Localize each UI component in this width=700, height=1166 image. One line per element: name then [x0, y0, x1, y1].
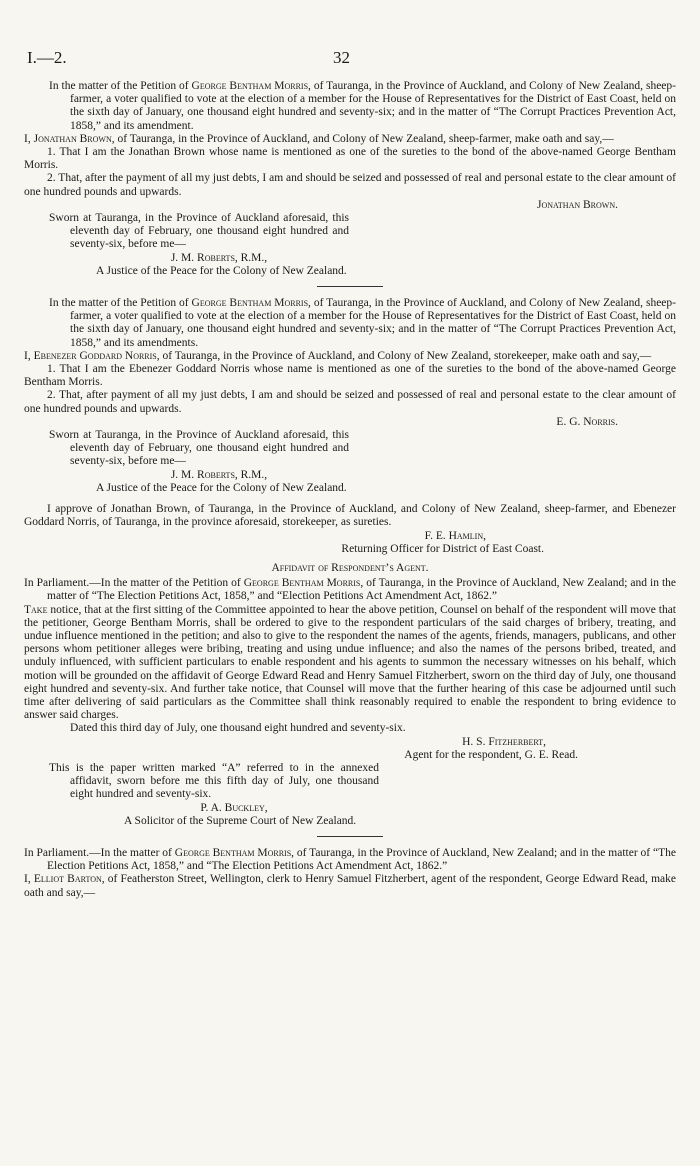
- brown-jurat: [49, 212, 349, 278]
- notice-dated: Dated this third day of July, one thousand eight hundred and seventy-six.: [70, 722, 406, 735]
- norris-signature: E. G. Norris.: [556, 415, 618, 428]
- section-divider: [317, 836, 383, 837]
- page-number: 32: [333, 48, 350, 67]
- brown-oath-lead: I, Jonathan Brown, of Tauranga, in the Province of Auckland, and Colony of New Zealand, sheep-farmer, make oath and say,—: [24, 132, 614, 145]
- petitioner-name: George Bentham Morris: [191, 80, 309, 92]
- norris-jurat: [49, 429, 349, 495]
- jurat-title: A Justice of the Peace for the Colony of New Zealand.: [96, 264, 347, 277]
- jurat-magistrate: J. M. Roberts, R.M.,: [170, 468, 268, 481]
- jurat-text: Sworn at Tauranga, in the Province of Auckland aforesaid, this eleventh day of February, one thousand eight hundred and seventy-six, before me—: [49, 429, 349, 468]
- brown-clause-1: 1. That I am the Jonathan Brown whose name is mentioned as one of the sureties to the bond of the above-named George Bentham Morris.: [24, 146, 676, 172]
- page-header: [27, 48, 673, 68]
- agent-signature: H. S. Fitzherbert,: [462, 735, 546, 748]
- exhibit-jurat: [49, 762, 379, 828]
- document-reference: I.—2.: [27, 48, 67, 67]
- notice-lead-word: Take: [24, 603, 48, 616]
- brown-clause-2: 2. That, after the payment of all my just debts, I am and should be seized and possessed of real and personal estate to the clear amount of one hundred pounds and upwards.: [24, 172, 676, 198]
- norris-clause-1: 1. That I am the Ebenezer Goddard Norris whose name is mentioned as one of the sureties to the bond of the above-named George Bentham Morris.: [24, 363, 676, 389]
- section-heading: Affidavit of Respondent’s Agent.: [271, 561, 429, 574]
- returning-officer-title: Returning Officer for District of East Coast.: [341, 542, 544, 555]
- agent-title: Agent for the respondent, G. E. Read.: [404, 748, 578, 761]
- jurat-text: Sworn at Tauranga, in the Province of Auckland aforesaid, this eleventh day of February, one thousand eight hundred and seventy-six, before me—: [49, 212, 349, 251]
- deponent-name: Elliot Barton: [33, 873, 102, 886]
- jurat-title: A Justice of the Peace for the Colony of New Zealand.: [96, 481, 347, 494]
- notice-paragraph: Take notice, that at the first sitting of the Committee appointed to hear the above petition, Counsel on behalf of the respondent will move that the petitioner, George Bentham Morris, shall be ordered to give to the respondent particulars of the said charges of bribery, treating, and undue influence mentioned in the petition; and also to give to the respondent the names of the agents, friends, managers, publicans, and other persons whom petitioner alleges were bribing, treating and using undue influence; and also the names of the persons bribed, treated, and unduly influenced, with sufficient particulars to enable respondent and his agents to summon the necessary witnesses on his behalf, which motion will be grounded on the affidavit of George Edward Read and Henry Samuel Fitzherbert, sworn on the third day of July, one thousand eight hundred and seventy-six. And further take notice, that Counsel will move that the further hearing of this case be adjourned until such time after delivering of said particulars as the Committee shall think reasonably required to enable the respondent to bring evidence to answer said charges.: [24, 603, 676, 722]
- solicitor-name: P. A. Buckley,: [200, 801, 268, 814]
- petitioner-name: George Bentham Morris: [174, 846, 292, 859]
- norris-clause-2: 2. That, after payment of all my just debts, I am and should be seized and possessed of real and personal estate to the clear amount of one hundred pounds and upwards.: [24, 389, 676, 415]
- brown-signature: Jonathan Brown.: [536, 198, 618, 211]
- sureties-approval: I approve of Jonathan Brown, of Tauranga, in the Province of Auckland, and Colony of New Zealand, sheep-farmer, and Ebenezer Goddard Norris, of Tauranga, in the province aforesaid, storekeeper, as sureties.: [24, 503, 676, 529]
- petition-matter-1: In the matter of the Petition of George Bentham Morris, of Tauranga, in the Province of Auckland, and Colony of New Zealand, sheep-farmer, a voter qualified to vote at the election of a member for the House of Representatives for the District of East Coast, held on the sixth day of January, one thousand eight hundred and seventy-six; and in the matter of “The Corrupt Practices Prevention Act, 1858,” and its amendment.: [49, 80, 676, 132]
- petitioner-name: George Bentham Morris: [191, 297, 309, 310]
- section-divider: [317, 286, 383, 287]
- document-body: [24, 80, 676, 900]
- norris-oath-lead: I, Ebenezer Goddard Norris, of Tauranga, in the Province of Auckland, and Colony of New Zealand, storekeeper, make oath and say,—: [24, 349, 652, 362]
- solicitor-title: A Solicitor of the Supreme Court of New Zealand.: [124, 814, 357, 827]
- jurat-magistrate: J. M. Roberts, R.M.,: [170, 251, 268, 264]
- returning-officer-signature: F. E. Hamlin,: [424, 529, 486, 542]
- jurat-text: This is the paper written marked “A” referred to in the annexed affidavit, sworn before me this fifth day of July, one thousand eight hundred and seventy-six.: [49, 761, 379, 801]
- barton-oath-lead: I, Elliot Barton, of Featherston Street, Wellington, clerk to Henry Samuel Fitzherbert, agent of the respondent, George Edward Read, make oath and say,—: [24, 873, 676, 899]
- deponent-name: Ebenezer Goddard Norris: [33, 349, 157, 362]
- parliament-matter-1: In Parliament.—In the matter of the Petition of George Bentham Morris, of Tauranga, in the Province of Auckland, New Zealand; and in the matter of “The Election Petitions Act, 1858,” and “Election Petitions Act Amendment Act, 1862.”: [24, 577, 676, 603]
- petition-matter-2: In the matter of the Petition of George Bentham Morris, of Tauranga, in the Province of Auckland, and Colony of New Zealand, sheep-farmer, a voter qualified to vote at the election of a member for the House of Representatives for the District of East Coast, held on the sixth day of January, one thousand eight hundred and seventy-six; and in the matter of “The Corrupt Practices Prevention Act, 1858,” and its amendments.: [49, 297, 676, 349]
- parliament-matter-2: In Parliament.—In the matter of George Bentham Morris, of Tauranga, in the Province of Auckland, New Zealand; and in the matter of “The Election Petitions Act, 1858,” and “The Election Petitions Act Amendment Act, 1862.”: [24, 846, 676, 873]
- deponent-name: Jonathan Brown: [33, 132, 112, 145]
- petitioner-name: George Bentham Morris: [243, 577, 361, 590]
